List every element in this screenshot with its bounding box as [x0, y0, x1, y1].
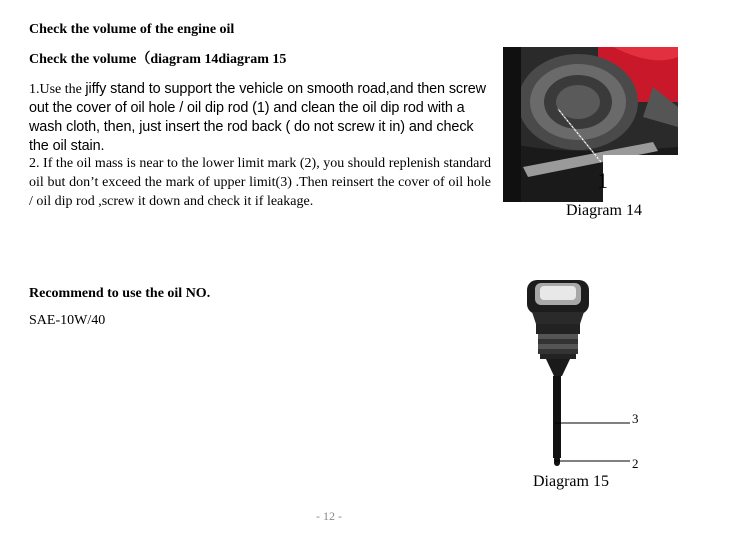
diagram-15-label-3: 3: [632, 411, 639, 426]
step-1-text: jiffy stand to support the vehicle on smooth road,and then screw out the cover of oil hole / oil dip rod (1) and clean the oil dip rod with a wash cloth, then, just insert the rod back ( do not screw it in) and check the oil stain.: [29, 81, 486, 154]
diagram-15-label-2: 2: [632, 456, 639, 471]
step-1-paragraph: [29, 80, 491, 156]
diagram-15-leader-lines: [555, 415, 675, 475]
page-number: - 12 -: [316, 509, 342, 523]
diagram-14-caption: Diagram 14: [566, 202, 642, 219]
section-heading: Check the volume of the engine oil: [29, 22, 235, 37]
section-subheading: Check the volume（diagram 14diagram 15: [29, 52, 287, 67]
diagram-14-label-1: 1: [597, 168, 608, 193]
oil-grade: SAE-10W/40: [29, 313, 106, 328]
diagram-15-caption: Diagram 15: [533, 473, 609, 490]
step-2-paragraph: 2. If the oil mass is near to the lower limit mark (2), you should replenish standard oil but don’t exceed the mark of upper limit(3) .Then reinsert the cover of oil hole / oil dip rod ,screw it down and check it if leakage.: [29, 156, 491, 209]
step-1-number: 1.Use the: [29, 82, 86, 97]
recommend-heading: Recommend to use the oil NO.: [29, 286, 211, 301]
diagram-14-photo: [503, 47, 678, 202]
